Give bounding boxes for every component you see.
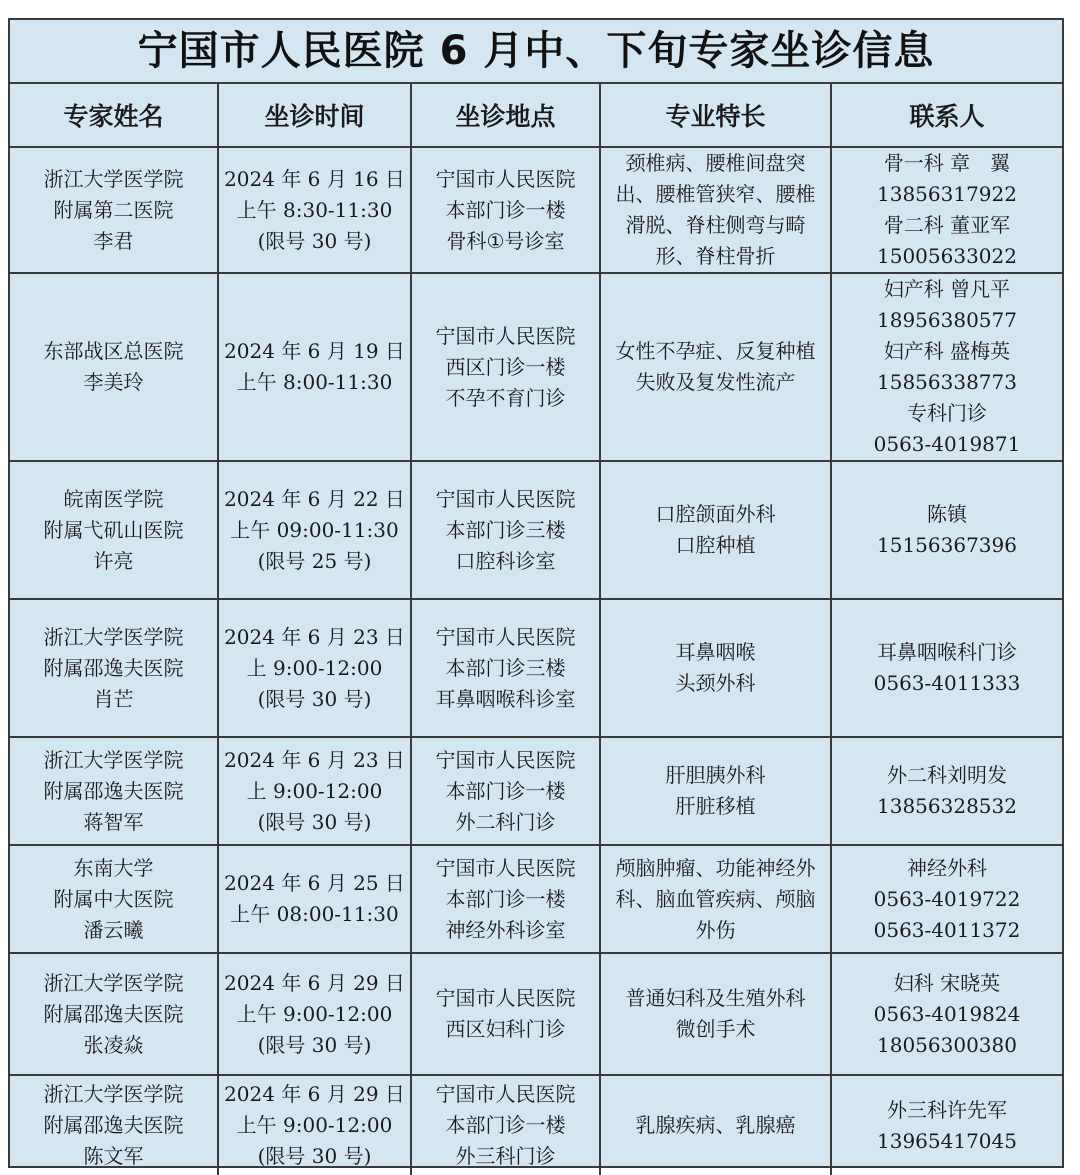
cell-specialty-line: 微创手术 [675,1017,756,1041]
cell-time-line: 2024 年 6 月 19 日 [224,339,405,363]
cell-expert-line: 陈文军 [83,1144,144,1168]
schedule-table [10,84,1062,1175]
cell-time [218,147,411,273]
cell-time-line: (限号 30 号) [257,1032,372,1057]
cell-expert-line: 东南大学 [73,855,154,880]
cell-specialty [600,737,831,845]
cell-specialty-line: 滑脱、脊柱侧弯与畸 [625,213,806,237]
cell-contact-line: 0563-4019824 [873,1001,1021,1026]
cell-time [218,953,411,1075]
cell-expert [10,147,218,273]
cell-time-line: (限号 30 号) [257,1144,372,1168]
cell-expert-line: 潘云曦 [83,917,144,942]
cell-time-line: (限号 25 号) [257,548,372,573]
cell-expert-line: 李君 [93,228,134,253]
cell-expert-line: 浙江大学医学院 [43,624,184,649]
cell-specialty-line: 颈椎病、腰椎间盘突 [625,151,806,175]
cell-time [218,599,411,737]
cell-expert-line: 浙江大学医学院 [43,970,184,995]
cell-place [411,147,600,273]
cell-specialty-line: 普通妇科及生殖外科 [625,986,806,1010]
cell-place-line: 宁国市人民医院 [435,486,576,511]
cell-expert-line: 李美玲 [83,370,144,394]
cell-expert-line: 东部战区总医院 [43,339,184,363]
cell-place-line: 宁国市人民医院 [435,747,576,772]
header-row [10,84,1062,147]
cell-expert-line: 蒋智军 [83,809,144,834]
cell-contact-line: 妇产科 盛梅英 [883,339,1011,363]
cell-contact-line: 0563-4019871 [873,432,1021,456]
cell-place [411,1075,600,1175]
cell-place [411,273,600,461]
cell-contact-line: 妇产科 曾凡平 [883,277,1011,301]
cell-expert-line: 附属邵逸夫医院 [43,1113,184,1137]
cell-specialty [600,845,831,953]
header-place: 坐诊地点 [411,84,600,147]
cell-contact [831,845,1062,953]
cell-place-line: 本部门诊一楼 [445,886,566,911]
cell-expert-line: 浙江大学医学院 [43,1082,184,1106]
cell-contact [831,599,1062,737]
cell-specialty-line: 口腔颌面外科 [655,502,776,526]
cell-expert [10,273,218,461]
cell-expert-line: 许亮 [93,548,134,573]
cell-place-line: 本部门诊三楼 [445,655,566,680]
cell-expert-line: 附属邵逸夫医院 [43,1001,184,1026]
header-expert: 专家姓名 [10,84,218,147]
cell-place-line: 口腔科诊室 [455,548,556,573]
cell-place [411,599,600,737]
cell-expert-line: 附属中大医院 [53,886,174,911]
cell-contact [831,953,1062,1075]
table-row [10,737,1062,845]
table-row [10,599,1062,737]
cell-time-line: 上午 8:00-11:30 [236,370,393,394]
cell-time-line: 2024 年 6 月 29 日 [224,1082,405,1106]
cell-expert-line: 张凌焱 [83,1032,144,1057]
cell-contact-line: 外二科刘明发 [887,763,1007,787]
cell-contact-line: 妇科 宋晓英 [893,970,1001,995]
cell-place-line: 宁国市人民医院 [435,986,576,1010]
cell-time-line: 上午 9:00-12:00 [236,1001,393,1026]
cell-contact-line: 15856338773 [877,370,1017,394]
cell-specialty [600,273,831,461]
cell-place-line: 神经外科诊室 [445,917,566,942]
table-row [10,461,1062,599]
cell-contact [831,273,1062,461]
cell-expert-line: 附属弋矶山医院 [43,517,184,542]
cell-specialty-line: 颅脑肿瘤、功能神经外 [615,855,816,880]
cell-contact-line: 13856328532 [877,794,1017,818]
cell-specialty-line: 肝胆胰外科 [665,763,766,787]
cell-time-line: 2024 年 6 月 23 日 [224,624,405,649]
cell-place-line: 西区妇科门诊 [445,1017,566,1041]
cell-time-line: 2024 年 6 月 22 日 [224,486,405,511]
cell-contact-line: 0563-4011333 [873,671,1021,695]
cell-time [218,845,411,953]
cell-place-line: 本部门诊三楼 [445,517,566,542]
cell-contact-line: 13856317922 [877,182,1017,206]
cell-place-line: 宁国市人民医院 [435,166,576,191]
cell-place [411,845,600,953]
cell-contact-line: 陈镇 [927,502,967,526]
cell-expert-line: 肖芒 [93,686,134,711]
cell-specialty-line: 出、腰椎管狭窄、腰椎 [615,182,816,206]
table-row [10,147,1062,273]
cell-time-line: 上 9:00-12:00 [246,778,383,803]
cell-specialty-line: 乳腺疾病、乳腺癌 [635,1113,796,1137]
cell-time-line: 上午 9:00-12:00 [236,1113,393,1137]
cell-place-line: 宁国市人民医院 [435,1082,576,1106]
schedule-sheet [8,18,1064,1168]
cell-specialty-line: 失败及复发性流产 [635,370,796,394]
cell-specialty-line: 口腔种植 [675,533,756,557]
cell-time-line: 上午 08:00-11:30 [230,902,399,926]
cell-place-line: 宁国市人民医院 [435,855,576,880]
header-contact: 联系人 [831,84,1062,147]
cell-specialty-line: 肝脏移植 [675,794,756,818]
cell-place-line: 不孕不育门诊 [445,385,566,410]
header-time: 坐诊时间 [218,84,411,147]
cell-contact-line: 专科门诊 [907,401,987,425]
cell-contact-line: 骨二科 董亚军 [883,213,1011,237]
cell-contact-line: 神经外科 [907,855,987,880]
cell-time-line: 2024 年 6 月 25 日 [224,871,405,895]
cell-time-line: 上午 8:30-11:30 [236,197,393,222]
schedule-body [10,147,1062,1175]
cell-contact-line: 骨一科 章 翼 [883,151,1011,175]
cell-contact-line: 0563-4019722 [873,886,1021,911]
cell-time-line: 2024 年 6 月 16 日 [224,166,405,191]
cell-specialty-line: 形、脊柱骨折 [655,244,776,268]
cell-specialty [600,953,831,1075]
cell-specialty [600,1075,831,1175]
cell-specialty-line: 女性不孕症、反复种植 [615,339,816,363]
cell-time [218,273,411,461]
cell-place-line: 本部门诊一楼 [445,778,566,803]
cell-expert [10,599,218,737]
cell-expert [10,1075,218,1175]
cell-specialty-line: 耳鼻咽喉 [675,640,756,664]
cell-contact-line: 15156367396 [877,533,1017,557]
cell-place-line: 宁国市人民医院 [435,624,576,649]
cell-time-line: (限号 30 号) [257,686,372,711]
cell-time-line: 上午 09:00-11:30 [230,517,399,542]
cell-time-line: (限号 30 号) [257,809,372,834]
cell-place-line: 本部门诊一楼 [445,197,566,222]
cell-time-line: 2024 年 6 月 23 日 [224,747,405,772]
cell-expert-line: 皖南医学院 [63,486,164,511]
cell-place-line: 外三科门诊 [455,1144,556,1168]
cell-expert [10,737,218,845]
cell-expert-line: 附属邵逸夫医院 [43,655,184,680]
cell-place-line: 耳鼻咽喉科诊室 [435,686,576,711]
cell-contact-line: 13965417045 [877,1128,1017,1153]
page-title: 宁国市人民医院 6 月中、下旬专家坐诊信息 [10,20,1062,84]
cell-expert-line: 浙江大学医学院 [43,747,184,772]
cell-expert-line: 附属第二医院 [53,197,174,222]
cell-contact [831,737,1062,845]
cell-contact-line: 外三科许先军 [887,1097,1007,1122]
cell-place-line: 外二科门诊 [455,809,556,834]
cell-time [218,1075,411,1175]
cell-expert [10,461,218,599]
cell-expert [10,953,218,1075]
cell-time-line: 2024 年 6 月 29 日 [224,970,405,995]
table-row [10,273,1062,461]
cell-specialty [600,147,831,273]
cell-time [218,461,411,599]
cell-specialty [600,461,831,599]
cell-specialty-line: 外伤 [695,917,736,942]
cell-place [411,737,600,845]
cell-place [411,953,600,1075]
table-row [10,953,1062,1075]
cell-expert-line: 浙江大学医学院 [43,166,184,191]
header-specialty: 专业特长 [600,84,831,147]
cell-contact-line: 18056300380 [877,1032,1017,1057]
cell-specialty-line: 头颈外科 [675,671,756,695]
cell-place-line: 西区门诊一楼 [445,354,566,379]
cell-contact [831,147,1062,273]
cell-place [411,461,600,599]
cell-time-line: 上 9:00-12:00 [246,655,383,680]
cell-contact-line: 耳鼻咽喉科门诊 [877,640,1017,664]
cell-place-line: 宁国市人民医院 [435,323,576,348]
cell-specialty-line: 科、脑血管疾病、颅脑 [615,886,816,911]
cell-contact-line: 18956380577 [877,308,1017,332]
cell-contact [831,461,1062,599]
table-row [10,1075,1062,1175]
cell-specialty [600,599,831,737]
cell-time [218,737,411,845]
cell-contact-line: 15005633022 [877,244,1017,268]
cell-place-line: 本部门诊一楼 [445,1113,566,1137]
cell-expert-line: 附属邵逸夫医院 [43,778,184,803]
cell-place-line: 骨科①号诊室 [446,228,565,253]
cell-time-line: (限号 30 号) [257,228,372,253]
cell-expert [10,845,218,953]
cell-contact-line: 0563-4011372 [873,917,1021,942]
cell-contact [831,1075,1062,1175]
table-row [10,845,1062,953]
